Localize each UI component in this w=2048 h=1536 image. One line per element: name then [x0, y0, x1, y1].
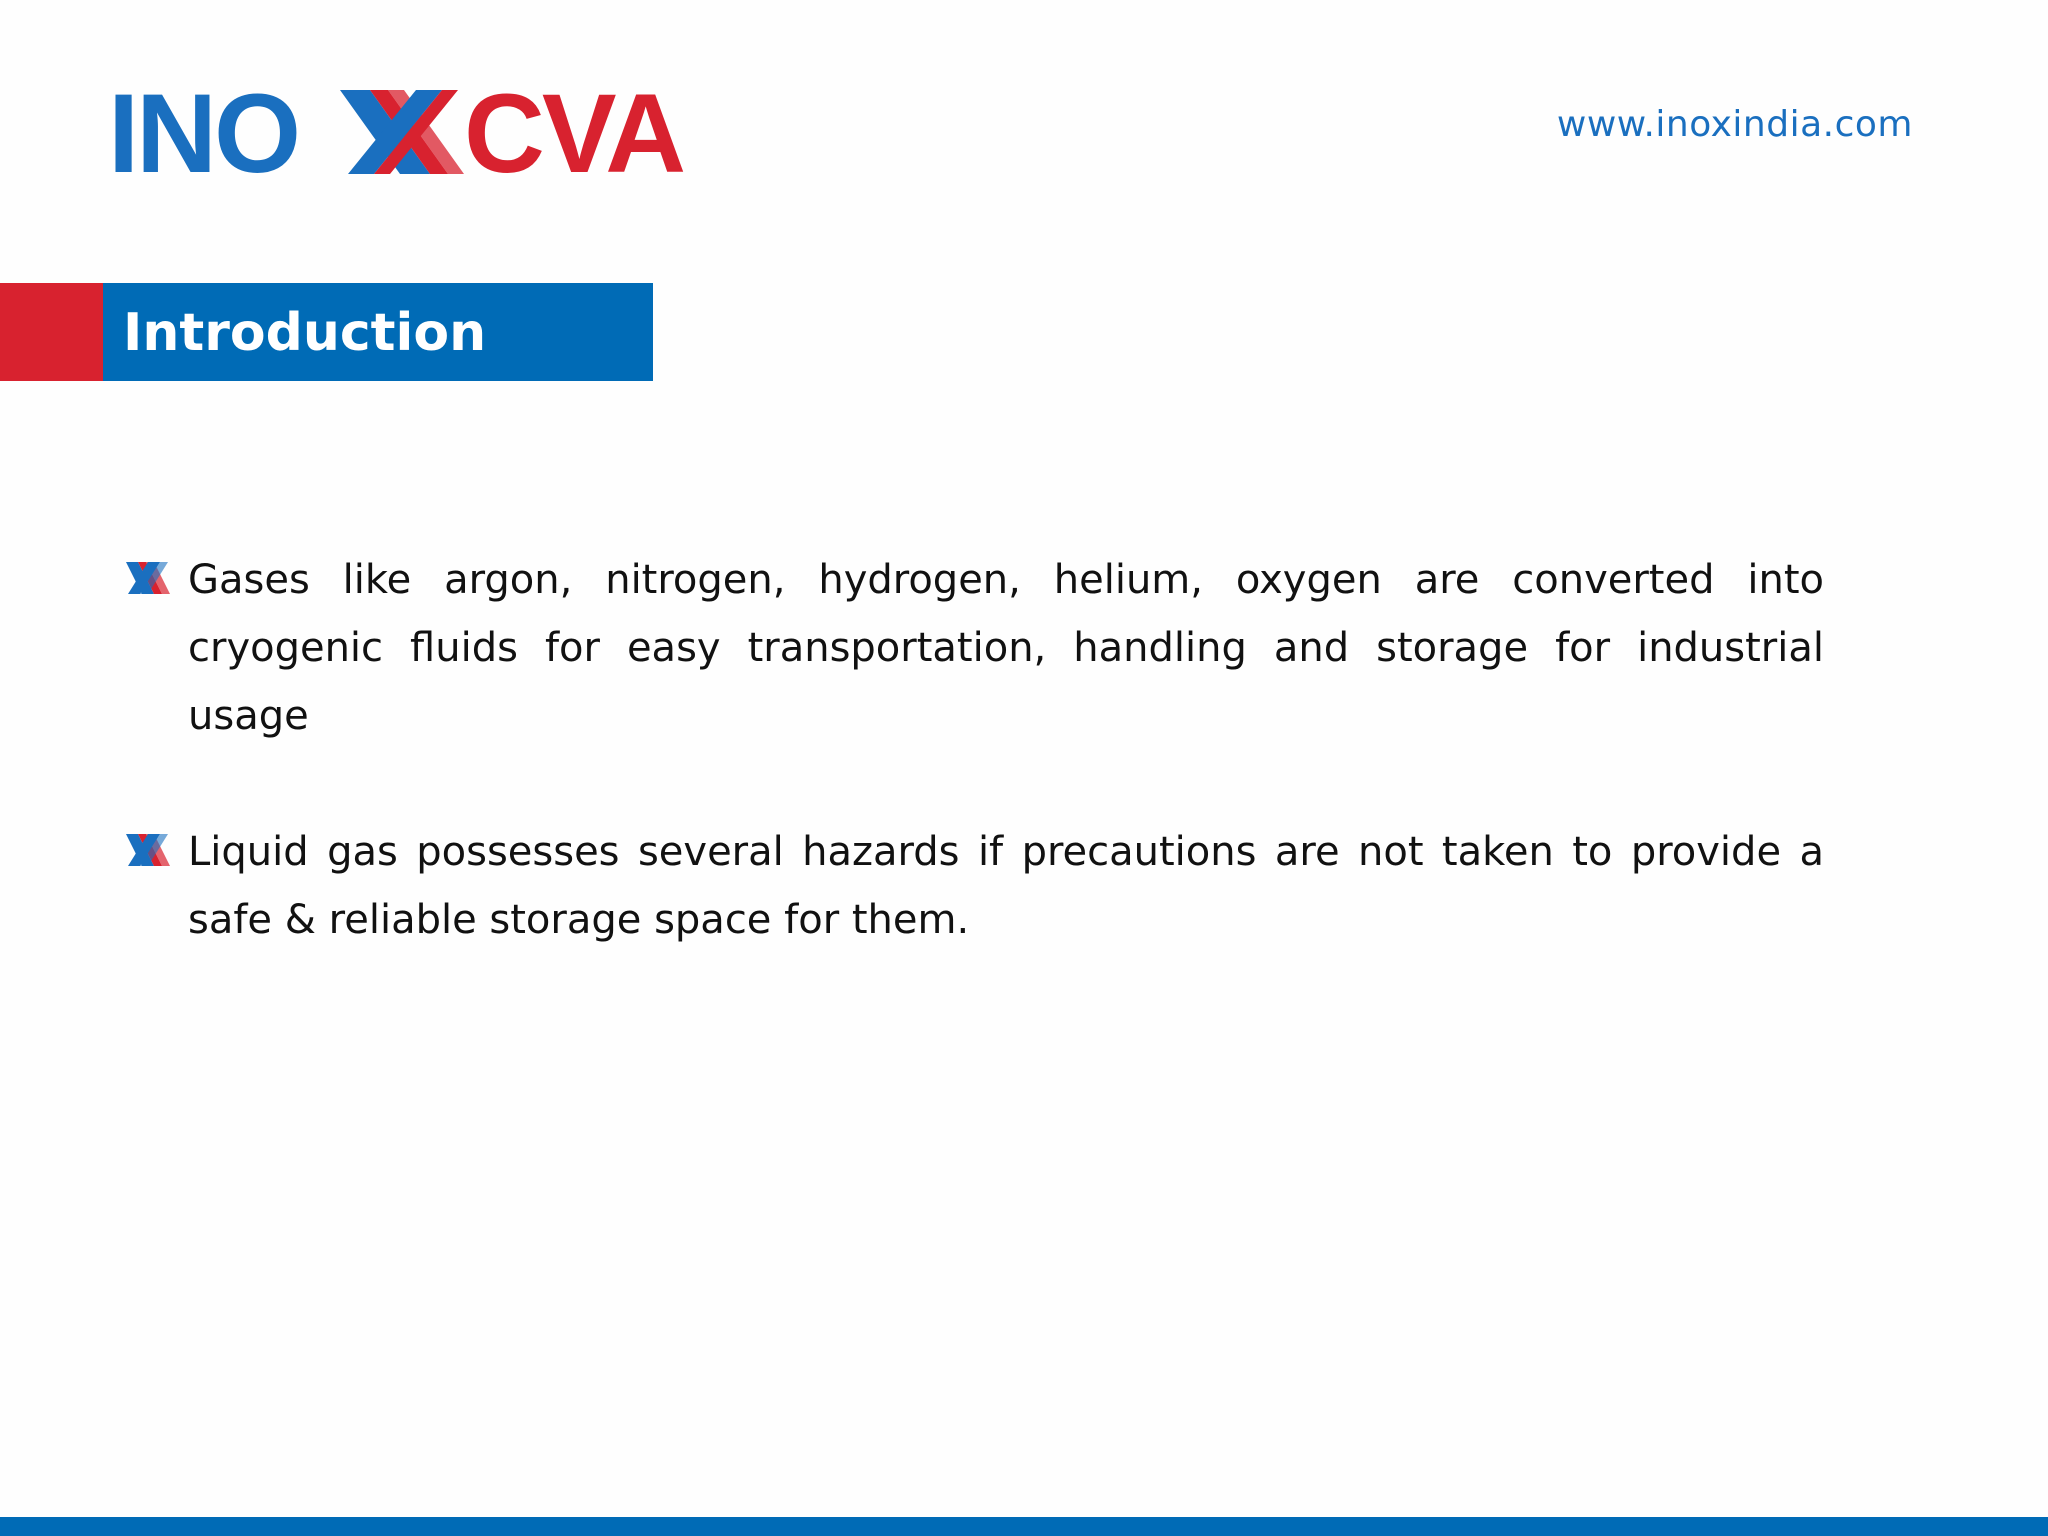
x-bullet-icon: [124, 830, 176, 870]
x-bullet-icon: [124, 558, 176, 598]
inoxcva-logo: [108, 82, 788, 182]
page-title: Introduction: [123, 303, 487, 363]
footer-bar: [0, 1517, 2048, 1536]
bullet-list: [122, 546, 1824, 1022]
logo-text-ino: INO: [108, 82, 299, 182]
logo-graphic: [108, 82, 788, 182]
bullet-item: [122, 546, 1824, 750]
x-mark-logo-icon: [340, 90, 464, 174]
title-accent-red: [0, 283, 103, 381]
website-link[interactable]: www.inoxindia.com: [1556, 104, 1913, 145]
logo-text-cva: CVA: [464, 82, 684, 182]
title-bar: [103, 283, 653, 381]
bullet-item: [122, 818, 1824, 954]
bullet-text: Liquid gas possesses several hazards if precautions are not taken to provide a safe & reliable storage space for them.: [188, 829, 1824, 943]
bullet-text: Gases like argon, nitrogen, hydrogen, helium, oxygen are converted into cryogenic fluids for easy transportation, handling and storage for industrial usage: [188, 557, 1824, 739]
